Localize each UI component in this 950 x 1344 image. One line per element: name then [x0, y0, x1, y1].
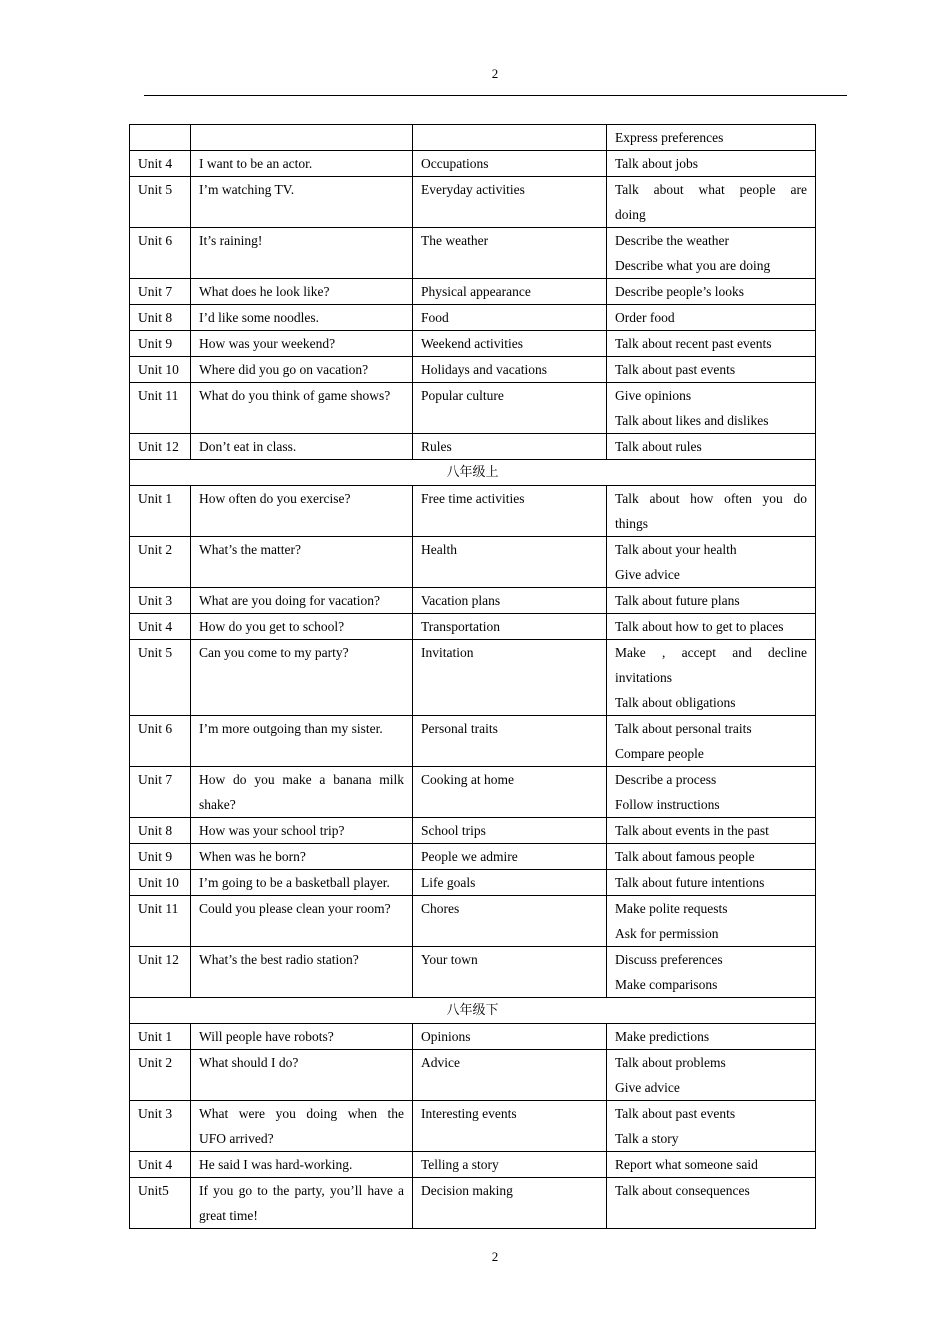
unit-label: Unit 8 — [138, 310, 173, 325]
function-text: Discuss preferences — [615, 952, 723, 967]
functions-cell — [607, 947, 816, 998]
theme-cell — [413, 1152, 607, 1178]
unit-cell — [130, 151, 191, 177]
topic-cell — [191, 588, 413, 614]
unit-label: Unit 6 — [138, 233, 173, 248]
functions-cell — [607, 434, 816, 460]
theme-text: Decision making — [421, 1183, 513, 1198]
topic-text: How often do you exercise? — [199, 491, 351, 506]
function-text: invitations — [615, 670, 672, 685]
unit-cell — [130, 870, 191, 896]
topic-text: I’m going to be a basketball player. — [199, 875, 390, 890]
functions-cell — [607, 640, 816, 716]
theme-cell — [413, 588, 607, 614]
unit-label: Unit 9 — [138, 336, 173, 351]
unit-cell — [130, 177, 191, 228]
table-row — [130, 1024, 816, 1050]
theme-cell — [413, 818, 607, 844]
topic-text: I’d like some noodles. — [199, 310, 319, 325]
topic-cell — [191, 844, 413, 870]
unit-label: Unit 12 — [138, 439, 179, 454]
function-text: Talk about personal traits — [615, 721, 752, 736]
function-text: Talk about jobs — [615, 156, 699, 171]
theme-text: Vacation plans — [421, 593, 501, 608]
theme-text: Telling a story — [421, 1157, 499, 1172]
unit-label: Unit 7 — [138, 284, 173, 299]
table-row — [130, 383, 816, 434]
theme-cell — [413, 279, 607, 305]
unit-label: Unit 8 — [138, 823, 173, 838]
table-row — [130, 151, 816, 177]
unit-cell — [130, 383, 191, 434]
table-row — [130, 896, 816, 947]
functions-cell — [607, 537, 816, 588]
functions-cell — [607, 1050, 816, 1101]
unit-label: Unit 10 — [138, 875, 179, 890]
function-text: Talk about events in the past — [615, 823, 769, 838]
grade-heading-row — [130, 998, 816, 1024]
topic-text: It’s raining! — [199, 233, 263, 248]
unit-cell — [130, 537, 191, 588]
topic-cell — [191, 151, 413, 177]
topic-text: great time! — [199, 1208, 258, 1223]
function-text: Talk about likes and dislikes — [615, 413, 769, 428]
topic-text: How was your school trip? — [199, 823, 345, 838]
topic-text: Where did you go on vacation? — [199, 362, 369, 377]
topic-text: How do you get to school? — [199, 619, 345, 634]
topic-text: UFO arrived? — [199, 1131, 274, 1146]
table-row — [130, 588, 816, 614]
unit-cell — [130, 305, 191, 331]
unit-label: Unit 7 — [138, 772, 173, 787]
unit-cell — [130, 614, 191, 640]
topic-text: What’s the best radio station? — [199, 952, 359, 967]
functions-cell — [607, 151, 816, 177]
topic-cell — [191, 1101, 413, 1152]
unit-label: Unit 11 — [138, 901, 179, 916]
function-text: Follow instructions — [615, 797, 720, 812]
theme-cell — [413, 383, 607, 434]
topic-cell — [191, 1178, 413, 1229]
topic-text: He said I was hard-working. — [199, 1157, 353, 1172]
table-row — [130, 716, 816, 767]
functions-cell — [607, 279, 816, 305]
unit-cell — [130, 357, 191, 383]
table-row — [130, 818, 816, 844]
table-row — [130, 767, 816, 818]
topic-cell — [191, 434, 413, 460]
topic-text: What are you doing for vacation? — [199, 593, 381, 608]
theme-text: Holidays and vacations — [421, 362, 547, 377]
theme-text: Free time activities — [421, 491, 525, 506]
theme-text: Personal traits — [421, 721, 498, 736]
function-text: Make comparisons — [615, 977, 718, 992]
function-text: Talk about consequences — [615, 1183, 750, 1198]
functions-cell — [607, 125, 816, 151]
function-text: Talk about how to get to places — [615, 619, 784, 634]
topic-cell — [191, 383, 413, 434]
topic-text: How do you make a banana milk — [199, 772, 404, 787]
unit-cell — [130, 844, 191, 870]
function-text: things — [615, 516, 649, 531]
theme-cell — [413, 614, 607, 640]
topic-cell — [191, 305, 413, 331]
unit-label: Unit 11 — [138, 388, 179, 403]
header-rule — [144, 95, 847, 96]
unit-cell — [130, 818, 191, 844]
function-text: Give advice — [615, 567, 680, 582]
topic-text — [199, 125, 404, 150]
topic-text: Can you come to my party? — [199, 645, 349, 660]
function-text: doing — [615, 207, 646, 222]
topic-cell — [191, 1050, 413, 1101]
topic-text: shake? — [199, 797, 236, 812]
table-row — [130, 1152, 816, 1178]
topic-cell — [191, 896, 413, 947]
unit-cell — [130, 279, 191, 305]
theme-cell — [413, 151, 607, 177]
unit-cell — [130, 1178, 191, 1229]
functions-cell — [607, 1101, 816, 1152]
theme-text: The weather — [421, 233, 489, 248]
topic-text: What should I do? — [199, 1055, 299, 1070]
table-row — [130, 331, 816, 357]
theme-text: Popular culture — [421, 388, 504, 403]
unit-label: Unit 2 — [138, 542, 173, 557]
theme-cell — [413, 947, 607, 998]
theme-cell — [413, 434, 607, 460]
function-text: Describe people’s looks — [615, 284, 744, 299]
theme-cell — [413, 844, 607, 870]
topic-cell — [191, 947, 413, 998]
topic-text: Will people have robots? — [199, 1029, 334, 1044]
theme-text: Rules — [421, 439, 452, 454]
function-text: Describe a process — [615, 772, 717, 787]
topic-text: What does he look like? — [199, 284, 330, 299]
unit-cell — [130, 486, 191, 537]
unit-cell — [130, 1024, 191, 1050]
syllabus-table — [129, 124, 816, 1229]
topic-cell — [191, 486, 413, 537]
function-text: Talk about your health — [615, 542, 737, 557]
topic-cell — [191, 818, 413, 844]
topic-text: What’s the matter? — [199, 542, 301, 557]
function-text: Talk about obligations — [615, 695, 736, 710]
unit-label: Unit 2 — [138, 1055, 173, 1070]
table-row — [130, 228, 816, 279]
topic-text: I’m watching TV. — [199, 182, 295, 197]
unit-label: Unit 5 — [138, 182, 173, 197]
theme-cell — [413, 177, 607, 228]
functions-cell — [607, 486, 816, 537]
theme-cell — [413, 870, 607, 896]
unit-label: Unit 5 — [138, 645, 173, 660]
unit-cell — [130, 1152, 191, 1178]
unit-label: Unit5 — [138, 1183, 169, 1198]
functions-cell — [607, 1152, 816, 1178]
topic-cell — [191, 125, 413, 151]
function-text: Report what someone said — [615, 1157, 758, 1172]
theme-text — [421, 125, 598, 150]
unit-cell — [130, 716, 191, 767]
theme-cell — [413, 125, 607, 151]
function-text: Make polite requests — [615, 901, 728, 916]
table-row — [130, 614, 816, 640]
theme-text: Food — [421, 310, 449, 325]
unit-label: Unit 9 — [138, 849, 173, 864]
unit-label: Unit 4 — [138, 1157, 173, 1172]
theme-cell — [413, 640, 607, 716]
grade-heading: 八年级上 — [130, 460, 816, 486]
functions-cell — [607, 305, 816, 331]
theme-cell — [413, 305, 607, 331]
function-text: Talk about future intentions — [615, 875, 765, 890]
table-row — [130, 1050, 816, 1101]
header-page-number: 2 — [491, 66, 499, 81]
theme-text: Weekend activities — [421, 336, 523, 351]
theme-text: Physical appearance — [421, 284, 531, 299]
table-row — [130, 125, 816, 151]
unit-label: Unit 10 — [138, 362, 179, 377]
theme-cell — [413, 1178, 607, 1229]
table-row — [130, 870, 816, 896]
unit-label: Unit 4 — [138, 619, 173, 634]
theme-text: Opinions — [421, 1029, 471, 1044]
topic-cell — [191, 279, 413, 305]
theme-text: Chores — [421, 901, 460, 916]
function-text: Give advice — [615, 1080, 680, 1095]
theme-text: Occupations — [421, 156, 489, 171]
function-text: Make , accept and decline — [615, 645, 807, 660]
function-text: Ask for permission — [615, 926, 719, 941]
theme-text: Cooking at home — [421, 772, 514, 787]
functions-cell — [607, 870, 816, 896]
theme-cell — [413, 228, 607, 279]
functions-cell — [607, 588, 816, 614]
theme-cell — [413, 537, 607, 588]
unit-label: Unit 6 — [138, 721, 173, 736]
functions-cell — [607, 844, 816, 870]
theme-cell — [413, 357, 607, 383]
topic-text: I want to be an actor. — [199, 156, 313, 171]
topic-text: What were you doing when the — [199, 1106, 404, 1121]
unit-label: Unit 3 — [138, 1106, 173, 1121]
topic-cell — [191, 331, 413, 357]
unit-cell — [130, 896, 191, 947]
theme-cell — [413, 716, 607, 767]
unit-label — [138, 125, 182, 150]
function-text: Describe what you are doing — [615, 258, 771, 273]
topic-cell — [191, 1024, 413, 1050]
theme-text: Health — [421, 542, 457, 557]
unit-label: Unit 1 — [138, 1029, 173, 1044]
topic-text: Could you please clean your room? — [199, 901, 391, 916]
unit-cell — [130, 1050, 191, 1101]
function-text: Make predictions — [615, 1029, 710, 1044]
theme-text: Life goals — [421, 875, 476, 890]
functions-cell — [607, 1024, 816, 1050]
unit-cell — [130, 228, 191, 279]
functions-cell — [607, 383, 816, 434]
function-text: Give opinions — [615, 388, 692, 403]
unit-cell — [130, 767, 191, 818]
theme-cell — [413, 1101, 607, 1152]
unit-cell — [130, 434, 191, 460]
unit-cell — [130, 947, 191, 998]
table-row — [130, 357, 816, 383]
function-text: Express preferences — [615, 130, 724, 145]
functions-cell — [607, 896, 816, 947]
function-text: Order food — [615, 310, 675, 325]
table-row — [130, 434, 816, 460]
unit-label: Unit 4 — [138, 156, 173, 171]
functions-cell — [607, 767, 816, 818]
unit-cell — [130, 588, 191, 614]
topic-cell — [191, 614, 413, 640]
theme-text: Advice — [421, 1055, 460, 1070]
table-row — [130, 486, 816, 537]
table-row — [130, 1101, 816, 1152]
functions-cell — [607, 357, 816, 383]
function-text: Talk about recent past events — [615, 336, 772, 351]
theme-text: Interesting events — [421, 1106, 517, 1121]
function-text: Describe the weather — [615, 233, 729, 248]
grade-heading-row — [130, 460, 816, 486]
theme-text: Invitation — [421, 645, 474, 660]
functions-cell — [607, 818, 816, 844]
unit-label: Unit 1 — [138, 491, 173, 506]
table-row — [130, 537, 816, 588]
unit-cell — [130, 1101, 191, 1152]
table-row — [130, 305, 816, 331]
syllabus-table-body — [130, 125, 816, 1229]
theme-text: People we admire — [421, 849, 518, 864]
functions-cell — [607, 228, 816, 279]
topic-cell — [191, 767, 413, 818]
functions-cell — [607, 716, 816, 767]
topic-text: Don’t eat in class. — [199, 439, 297, 454]
unit-label: Unit 12 — [138, 952, 179, 967]
table-row — [130, 279, 816, 305]
topic-text: I’m more outgoing than my sister. — [199, 721, 383, 736]
unit-label: Unit 3 — [138, 593, 173, 608]
function-text: Talk a story — [615, 1131, 679, 1146]
table-row — [130, 640, 816, 716]
topic-cell — [191, 870, 413, 896]
theme-cell — [413, 767, 607, 818]
table-row — [130, 1178, 816, 1229]
functions-cell — [607, 331, 816, 357]
table-row — [130, 844, 816, 870]
function-text: Compare people — [615, 746, 704, 761]
topic-text: If you go to the party, you’ll have a — [199, 1183, 404, 1198]
functions-cell — [607, 177, 816, 228]
function-text: Talk about what people are — [615, 182, 807, 197]
table-row — [130, 177, 816, 228]
function-text: Talk about how often you do — [615, 491, 807, 506]
footer-page-number: 2 — [491, 1249, 499, 1264]
topic-cell — [191, 716, 413, 767]
topic-text: When was he born? — [199, 849, 306, 864]
function-text: Talk about future plans — [615, 593, 740, 608]
topic-cell — [191, 1152, 413, 1178]
function-text: Talk about past events — [615, 362, 736, 377]
unit-cell — [130, 331, 191, 357]
theme-text: Transportation — [421, 619, 501, 634]
functions-cell — [607, 614, 816, 640]
theme-cell — [413, 1050, 607, 1101]
function-text: Talk about past events — [615, 1106, 736, 1121]
function-text: Talk about famous people — [615, 849, 755, 864]
theme-text: Everyday activities — [421, 182, 525, 197]
topic-cell — [191, 640, 413, 716]
topic-cell — [191, 228, 413, 279]
theme-cell — [413, 896, 607, 947]
unit-cell — [130, 640, 191, 716]
function-text: Talk about rules — [615, 439, 702, 454]
topic-cell — [191, 357, 413, 383]
table-row — [130, 947, 816, 998]
function-text: Talk about problems — [615, 1055, 726, 1070]
topic-text: What do you think of game shows? — [199, 388, 391, 403]
unit-cell — [130, 125, 191, 151]
theme-text: School trips — [421, 823, 486, 838]
functions-cell — [607, 1178, 816, 1229]
theme-cell — [413, 331, 607, 357]
theme-cell — [413, 486, 607, 537]
theme-cell — [413, 1024, 607, 1050]
topic-cell — [191, 537, 413, 588]
topic-text: How was your weekend? — [199, 336, 336, 351]
topic-cell — [191, 177, 413, 228]
grade-heading: 八年级下 — [130, 998, 816, 1024]
theme-text: Your town — [421, 952, 478, 967]
